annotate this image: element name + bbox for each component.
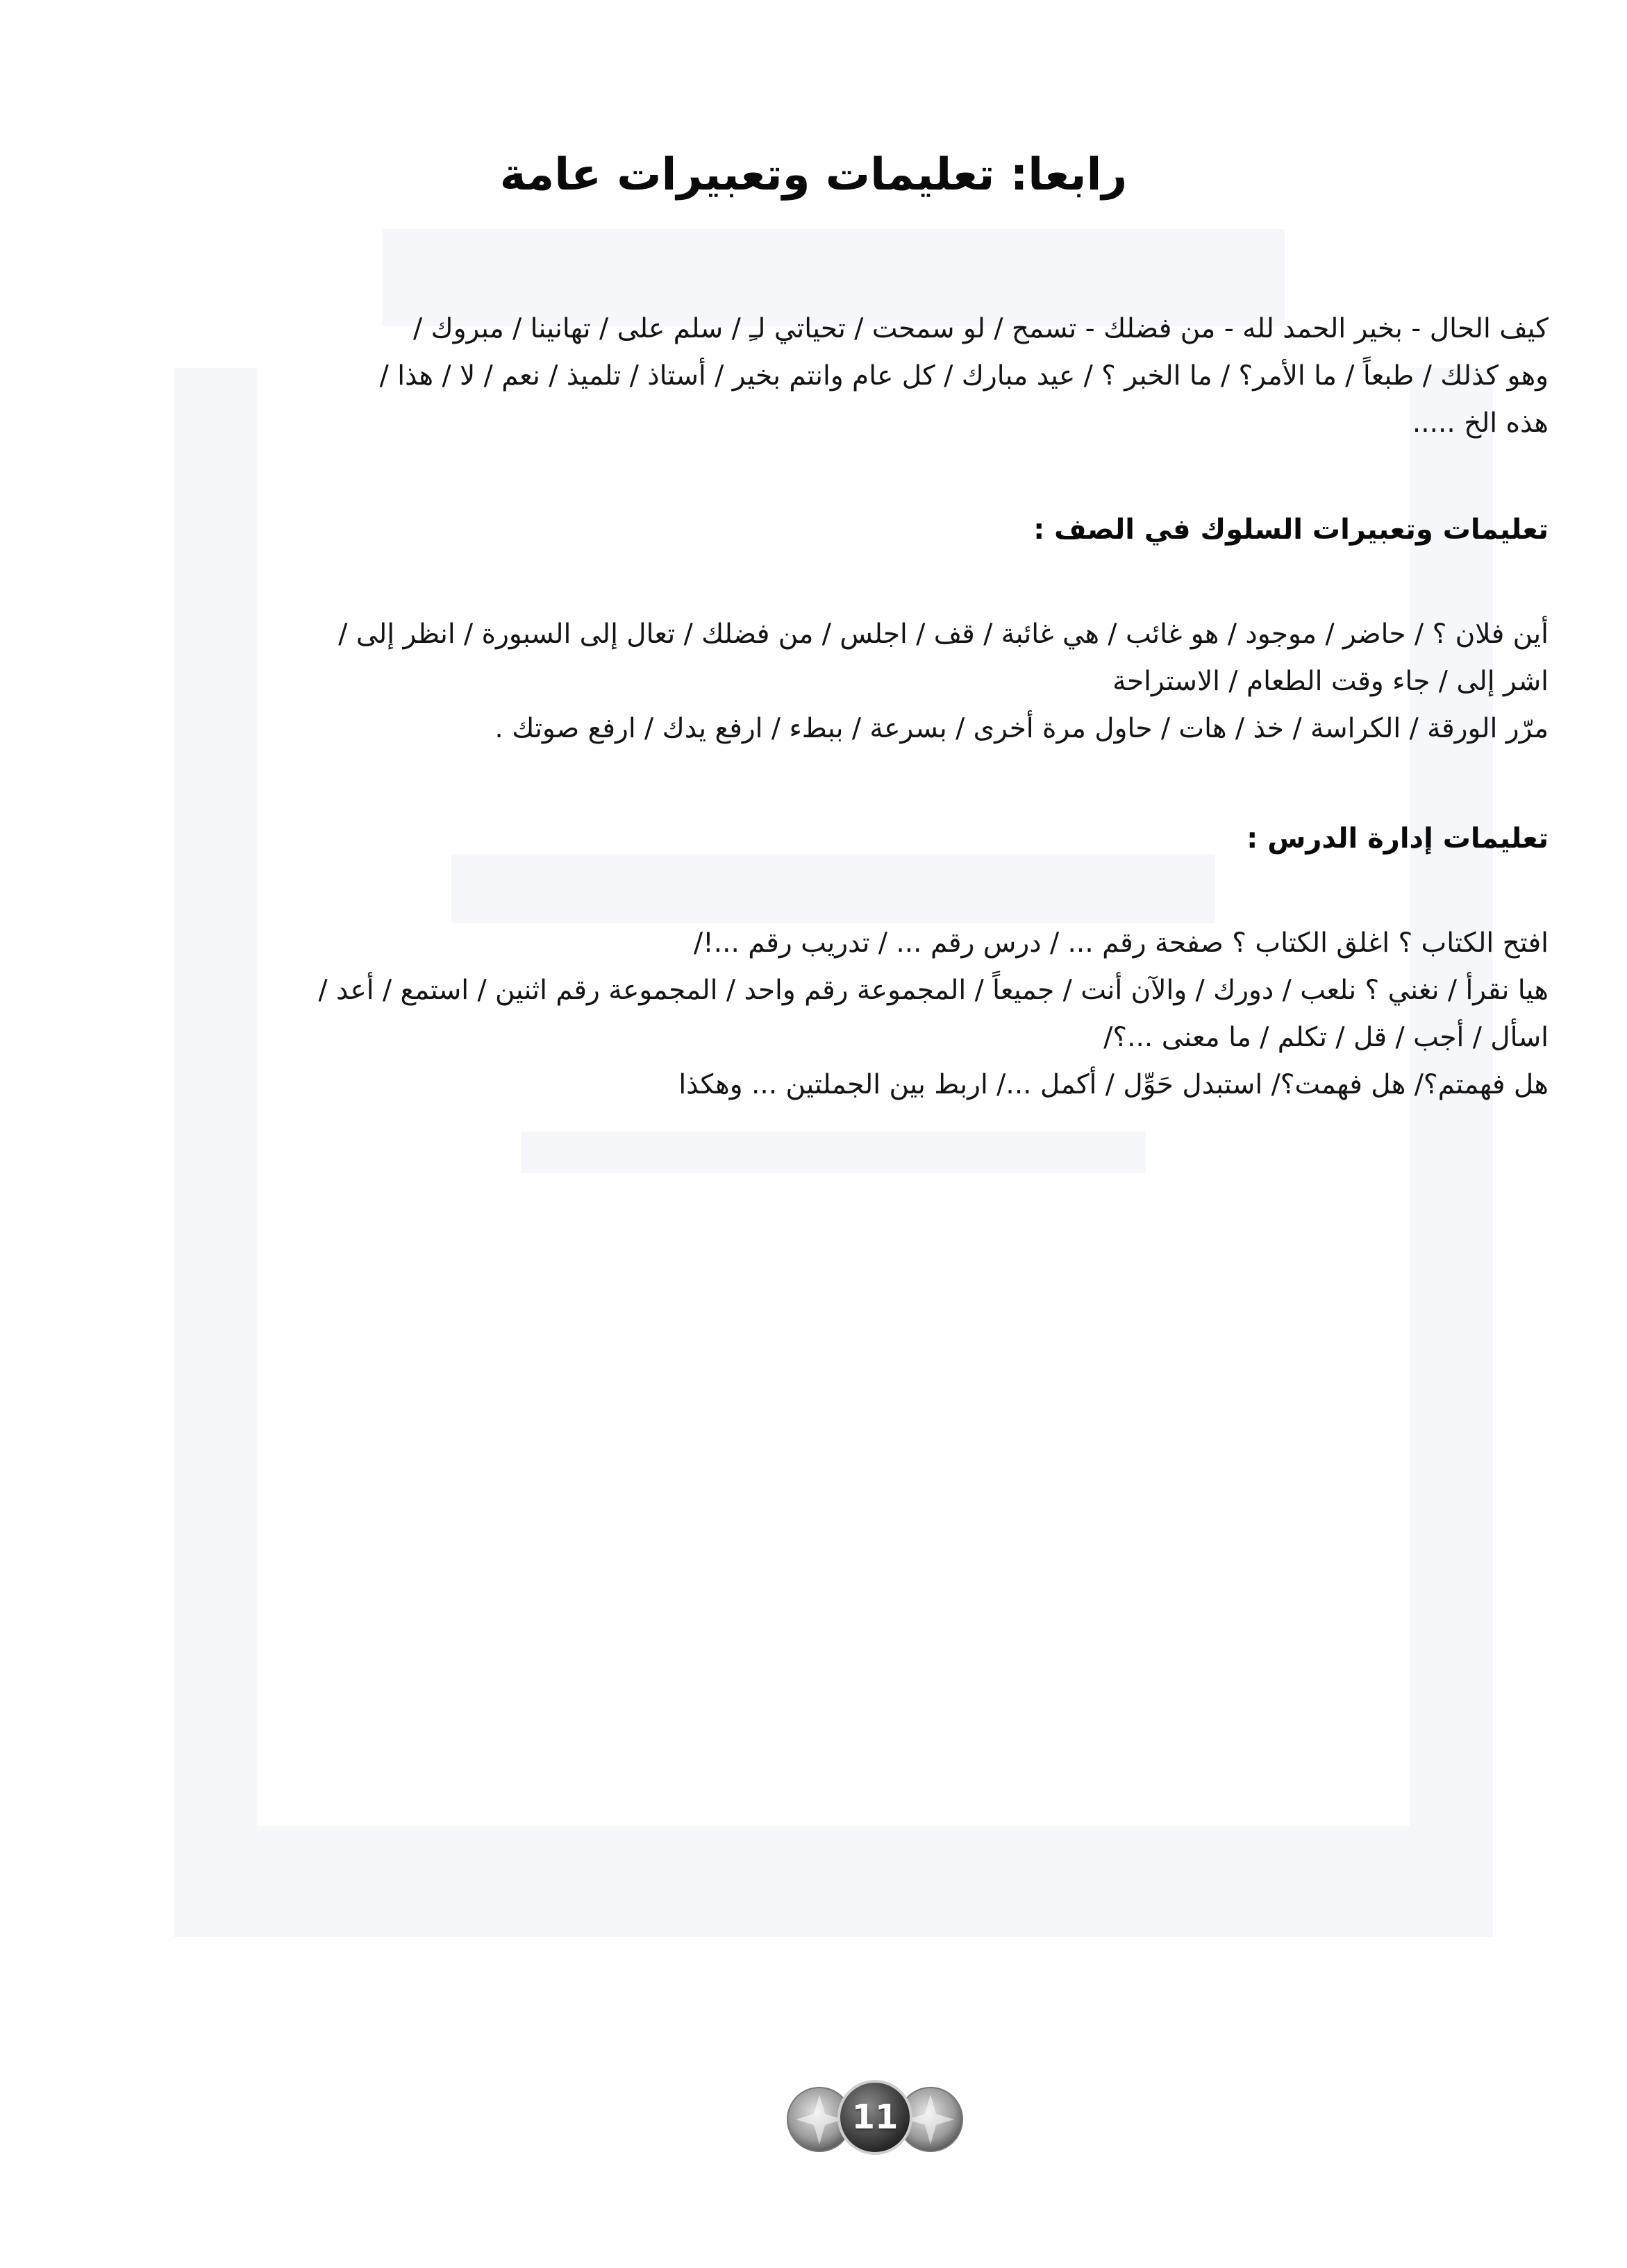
general-expressions-section xyxy=(201,305,1549,447)
text-line: اشر إلى / جاء وقت الطعام / الاستراحة xyxy=(1112,666,1549,697)
text-line: أين فلان ؟ / حاضر / موجود / هو غائب / هي غائبة / قف / اجلس / من فضلك / تعال إلى السبورة / انظر إلى / xyxy=(338,619,1549,650)
behavior-heading-wrap xyxy=(201,514,1549,546)
behavior-section-heading: تعليمات وتعبيرات السلوك في الصف : xyxy=(1033,514,1549,546)
lesson-section-heading: تعليمات إدارة الدرس : xyxy=(1246,823,1549,855)
lesson-heading-wrap xyxy=(201,823,1549,855)
text-line: كيف الحال - بخير الحمد لله - من فضلك - تسمح / لو سمحت / تحياتي لـِ / سلم على / تهانينا / مبروك / xyxy=(413,313,1549,344)
page-title: رابعا: تعليمات وتعبيرات عامة xyxy=(499,149,1128,201)
text-line: هل فهمتم؟/ هل فهمت؟/ استبدل حَوِّل / أكمل .../ اربط بين الجملتين ... وهكذا xyxy=(678,1069,1549,1100)
text-line: اسأل / أجب / قل / تكلم / ما معنى ...؟/ xyxy=(1103,1022,1549,1053)
text-line: مرّر الورقة / الكراسة / خذ / هات / حاول مرة أخرى / بسرعة / ببطء / ارفع يدك / ارفع صوتك . xyxy=(494,713,1549,744)
text-line: افتح الكتاب ؟ اغلق الكتاب ؟ صفحة رقم ... / درس رقم ... / تدريب رقم ...!/ xyxy=(693,927,1549,959)
behavior-paragraph xyxy=(201,611,1549,753)
behavior-section xyxy=(201,611,1549,753)
general-expressions-paragraph xyxy=(201,305,1549,447)
page-number-badge xyxy=(771,2079,979,2156)
page-number: 11 xyxy=(851,2098,899,2137)
lesson-section xyxy=(201,920,1549,1109)
text-line: وهو كذلك / طبعاً / ما الأمر؟ / ما الخبر ؟ / عيد مبارك / كل عام وانتم بخير / أستاذ / تلميذ / نعم / لا / هذا / xyxy=(379,360,1549,392)
text-line: هذه الخ ..... xyxy=(1412,408,1549,439)
lesson-paragraph xyxy=(201,920,1549,1109)
text-line: هيا نقرأ / نغني ؟ نلعب / دورك / والآن أنت / جميعاً / المجموعة رقم واحد / المجموعة رقم اثنين / استمع / أعد / xyxy=(318,975,1549,1006)
